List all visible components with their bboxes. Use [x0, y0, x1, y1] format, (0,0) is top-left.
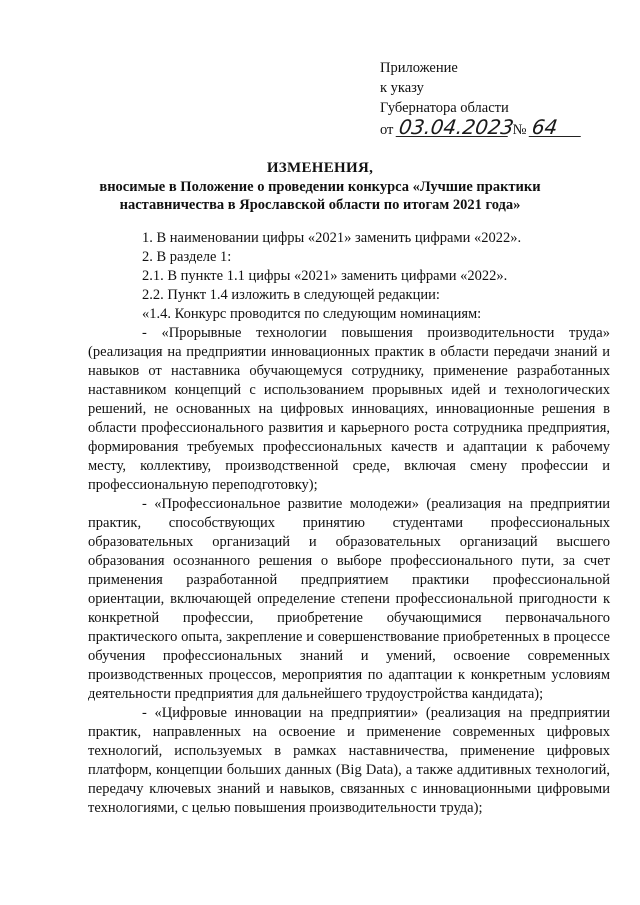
paragraph-4: 2.2. Пункт 1.4 изложить в следующей редакции:: [142, 287, 440, 303]
nomination-digital: - «Цифровые инновации на предприятии» (реализация на предприятии практик, направленных на освоение и применение современных цифровых технологий, используемых в рамках наставничества, применение цифровых платформ, концепции больших данных (Big Data), а также аддитивных технологий, передачу ключевых знаний и навыков, связанных с инновационными цифровыми технологиями, с целью повышения производительности труда);: [88, 705, 610, 816]
number-prefix: №: [512, 122, 527, 138]
appendix-line-1: Приложение: [380, 60, 458, 76]
title-subtitle: вносимые в Положение о проведении конкурса «Лучшие практики наставничества в Ярославской области по итогам 2021 года»: [99, 179, 541, 213]
document-title: [0, 158, 640, 214]
appendix-date-line: [380, 115, 600, 140]
paragraph-3: 2.1. В пункте 1.1 цифры «2021» заменить цифрами «2022».: [142, 268, 508, 284]
handwritten-number: 64: [529, 118, 584, 137]
paragraph-2: 2. В разделе 1:: [142, 249, 232, 265]
document-body: [88, 229, 610, 818]
handwritten-date: 03.04.2023: [397, 115, 516, 139]
paragraph-5: «1.4. Конкурс проводится по следующим номинациям:: [142, 306, 482, 322]
title-main: ИЗМЕНЕНИЯ,: [266, 160, 374, 176]
nomination-youth: - «Профессиональное развитие молодежи» (реализация на предприятии практик, способствующих принятию студентами профессиональных образовательных организаций и образовательных организаций высшего образования осознанного решения о выборе профессионального пути, за счет применения разработанной предприятием практики профессиональной ориентации, включающей определение степени профессиональной пригодности к конкретной профессии, приобретение обучающимися первоначального практического опыта, закрепление и совершенствование приобретенных в процессе обучения профессиональных знаний и умений, освоение современных производственных процессов, мероприятия по адаптации к конкретным условиям деятельности предприятия для дальнейшего трудоустройства кандидата);: [88, 496, 610, 702]
appendix-line-2: к указу: [380, 80, 424, 96]
appendix-header: [380, 58, 600, 140]
date-prefix: от: [380, 122, 394, 138]
nomination-breakthrough: - «Прорывные технологии повышения производительности труда» (реализация на предприятии инновационных практик в области передачи знаний и навыков от наставника обучающемуся сотруднику, применение разработанных наставником концепций с использованием прорывных идей и технологических решений, не основанных на цифровых инновациях, инновационные решения в области профессионального развития и карьерного роста сотрудника предприятия, формирования требуемых профессиональных качеств и адаптации к рабочему месту, коллективу, производственной среде, включая смену профессии и профессиональную переподготовку);: [88, 325, 610, 493]
paragraph-1: 1. В наименовании цифры «2021» заменить цифрами «2022».: [142, 230, 522, 246]
appendix-line-3: Губернатора области: [380, 100, 509, 116]
